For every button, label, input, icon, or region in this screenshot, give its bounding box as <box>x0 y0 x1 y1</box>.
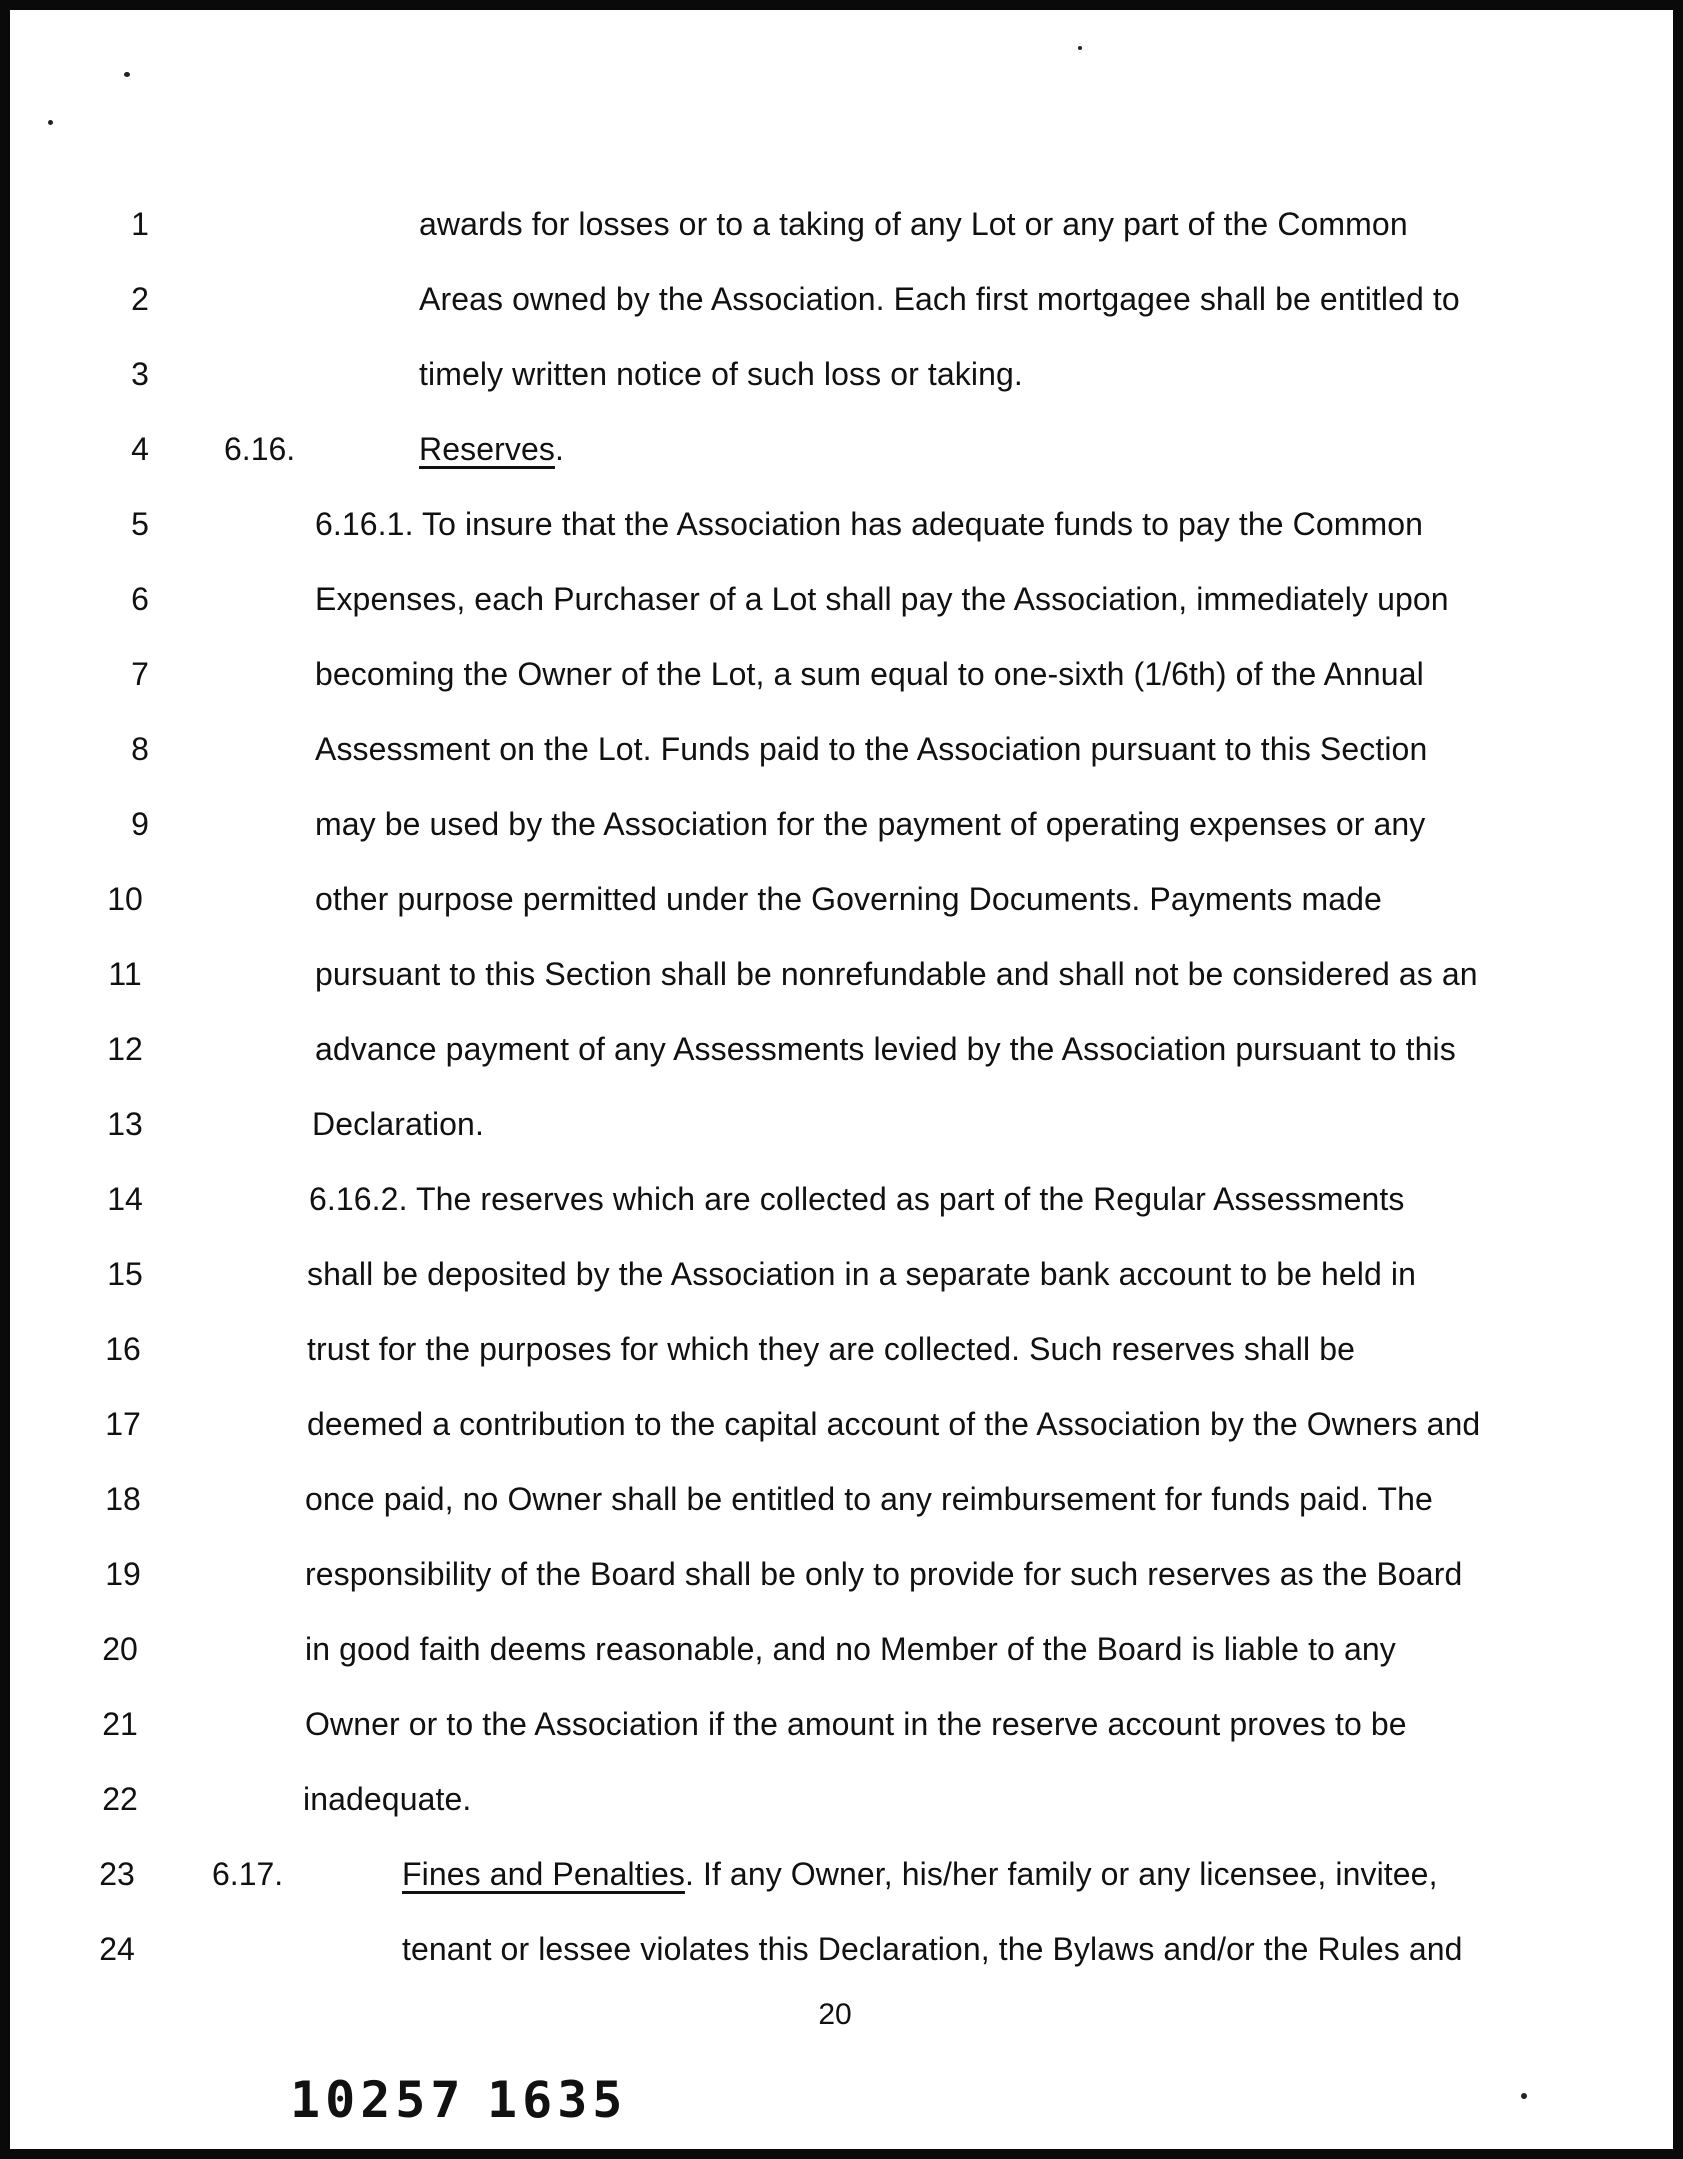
line-text: tenant or lessee violates this Declaration, the Bylaws and/or the Rules and <box>402 1931 1463 1967</box>
line-number: 18 <box>105 1481 141 1517</box>
line-number: 19 <box>105 1556 141 1592</box>
document-line <box>0 1019 1683 1079</box>
line-text: inadequate. <box>303 1781 472 1817</box>
heading-suffix: . <box>554 431 564 467</box>
line-text: shall be deposited by the Association in a separate bank account to be held in <box>307 1256 1417 1292</box>
line-number: 11 <box>108 956 142 992</box>
line-text: responsibility of the Board shall be only to provide for such reserves as the Board <box>305 1556 1463 1592</box>
line-number: 5 <box>131 506 149 542</box>
line-number: 6 <box>131 581 149 617</box>
scan-speck <box>1078 46 1082 50</box>
document-line <box>0 1694 1683 1754</box>
line-number: 21 <box>102 1706 138 1742</box>
line-text: timely written notice of such loss or taking. <box>419 356 1023 392</box>
line-number: 13 <box>107 1106 143 1142</box>
line-number: 20 <box>102 1631 138 1667</box>
document-line <box>0 869 1683 929</box>
line-text: Expenses, each Purchaser of a Lot shall pay the Association, immediately upon <box>315 581 1449 617</box>
line-number: 3 <box>131 356 149 392</box>
document-line <box>0 1469 1683 1529</box>
document-line <box>0 1769 1683 1829</box>
line-number: 8 <box>131 731 149 767</box>
document-line <box>0 1244 1683 1304</box>
document-line <box>0 644 1683 704</box>
line-number: 2 <box>131 281 149 317</box>
document-line <box>0 269 1683 329</box>
document-line <box>0 344 1683 404</box>
line-text: pursuant to this Section shall be nonrefundable and shall not be considered as an <box>315 956 1478 992</box>
line-text: 6.16.2. The reserves which are collected as part of the Regular Assessments <box>309 1181 1405 1217</box>
line-number: 12 <box>107 1031 143 1067</box>
line-number: 14 <box>107 1181 143 1217</box>
section-heading-line <box>419 419 564 479</box>
line-text: Assessment on the Lot. Funds paid to the Association pursuant to this Section <box>315 731 1428 767</box>
scan-speck <box>124 72 130 77</box>
document-line <box>0 1619 1683 1679</box>
recording-page-number: 1635 <box>487 2071 628 2129</box>
line-number: 4 <box>131 431 149 467</box>
line-text: awards for losses or to a taking of any Lot or any part of the Common <box>419 206 1408 242</box>
line-text: may be used by the Association for the payment of operating expenses or any <box>315 806 1426 842</box>
line-number: 1 <box>131 206 149 242</box>
page-number: 20 <box>818 1998 852 2031</box>
line-number: 9 <box>131 806 149 842</box>
line-number: 24 <box>99 1931 135 1967</box>
document-line <box>0 1094 1683 1154</box>
line-text: trust for the purposes for which they are collected. Such reserves shall be <box>307 1331 1356 1367</box>
scan-speck <box>1521 2093 1527 2099</box>
document-line <box>0 944 1683 1004</box>
line-number: 10 <box>107 881 143 917</box>
line-text: Areas owned by the Association. Each first mortgagee shall be entitled to <box>419 281 1460 317</box>
document-line <box>0 569 1683 629</box>
document-line <box>0 494 1683 554</box>
document-line <box>0 1919 1683 1979</box>
scan-speck <box>48 120 53 125</box>
line-number: 7 <box>131 656 149 692</box>
document-line <box>0 1544 1683 1604</box>
line-number: 16 <box>105 1331 141 1367</box>
recording-book-number: 10257 <box>290 2071 466 2129</box>
line-text: once paid, no Owner shall be entitled to any reimbursement for funds paid. The <box>305 1481 1433 1517</box>
section-number: 6.17. <box>212 1856 284 1892</box>
heading-suffix: . If any Owner, his/her family or any licensee, invitee, <box>684 1856 1438 1892</box>
line-number: 15 <box>107 1256 143 1292</box>
line-number: 22 <box>102 1781 138 1817</box>
line-text: in good faith deems reasonable, and no Member of the Board is liable to any <box>305 1631 1396 1667</box>
document-line <box>0 419 1683 479</box>
line-number: 17 <box>105 1406 141 1442</box>
section-heading: Reserves <box>419 431 555 467</box>
document-line <box>0 1844 1683 1904</box>
line-text: Owner or to the Association if the amount in the reserve account proves to be <box>305 1706 1407 1742</box>
document-line <box>0 794 1683 854</box>
document-line <box>0 1169 1683 1229</box>
line-text: advance payment of any Assessments levied by the Association pursuant to this <box>315 1031 1456 1067</box>
document-line <box>0 1394 1683 1454</box>
document-line <box>0 1319 1683 1379</box>
section-number: 6.16. <box>224 431 296 467</box>
line-text: Declaration. <box>312 1106 484 1142</box>
document-line <box>0 194 1683 254</box>
line-text: other purpose permitted under the Governing Documents. Payments made <box>315 881 1382 917</box>
line-text: deemed a contribution to the capital account of the Association by the Owners and <box>307 1406 1481 1442</box>
section-heading: Fines and Penalties <box>402 1856 685 1892</box>
line-text: 6.16.1. To insure that the Association has adequate funds to pay the Common <box>315 506 1424 542</box>
line-text: becoming the Owner of the Lot, a sum equal to one-sixth (1/6th) of the Annual <box>315 656 1424 692</box>
line-number: 23 <box>99 1856 135 1892</box>
document-line <box>0 719 1683 779</box>
section-heading-line <box>402 1844 1438 1904</box>
